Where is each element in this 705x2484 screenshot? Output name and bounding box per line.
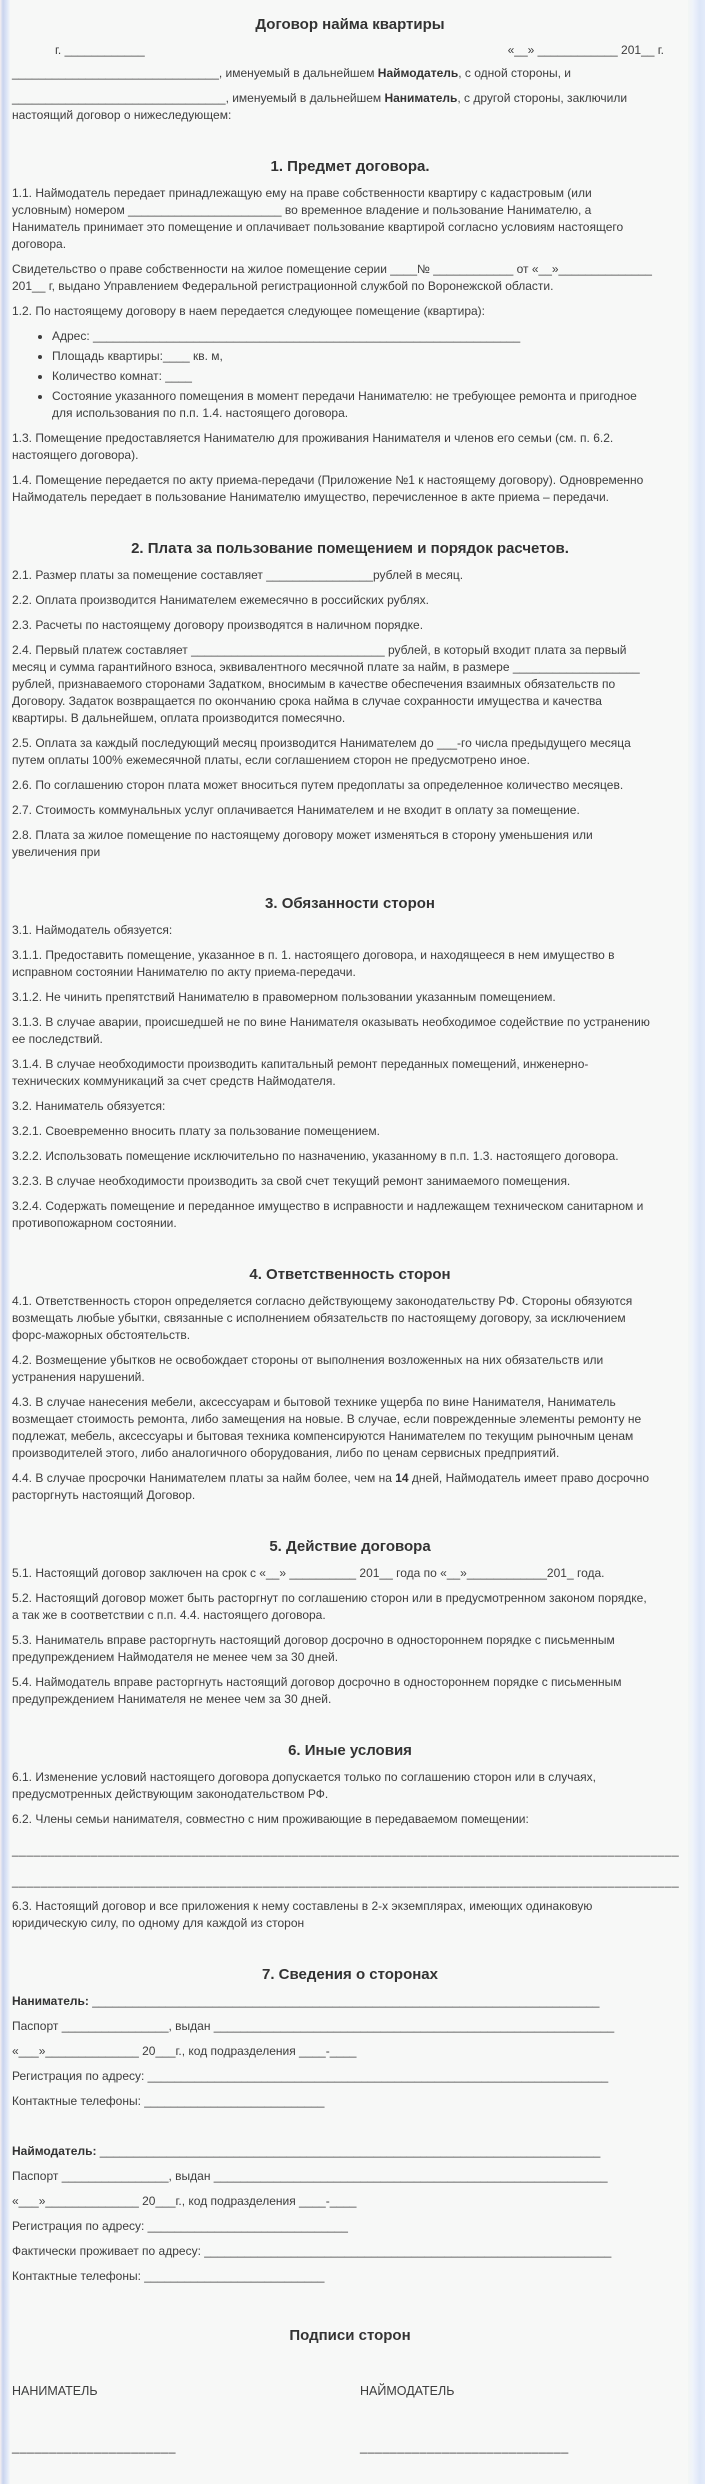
text-run: , с другой стороны, заключили настоящий договор о нижеследующем: bbox=[12, 91, 628, 122]
emphasized-text: Наймодатель: bbox=[12, 2144, 100, 2158]
fill-in-blank-line: _____________________________________________________________________________________________ bbox=[12, 1874, 680, 1888]
section-heading: 6. Иные условия bbox=[288, 1742, 412, 1759]
paragraph: 5.1. Настоящий договор заключен на срок с «__» __________ 201__ года по «__»____________201_ года. bbox=[12, 1566, 605, 1580]
list-item: • Состояние указанного помещения в момент передачи Нанимателю: не требующее ремонта и пригодное для использования по п.п. 1.4. настоящего договора. bbox=[52, 388, 652, 422]
signature-lines bbox=[12, 2440, 688, 2454]
emphasized-text: 14 bbox=[395, 1471, 409, 1485]
signature-labels bbox=[12, 2384, 688, 2398]
paragraph: Паспорт ________________, выдан ___________________________________________________________ bbox=[12, 2169, 608, 2183]
text-run: , именуемый в дальнейшем bbox=[225, 91, 385, 105]
landlord-signature-line: ____________________________ bbox=[360, 2440, 569, 2454]
paragraph: 5.3. Наниматель вправе расторгнуть настоящий договор досрочно в одностороннем порядке с письменным предупреждением Наймодателя не менее чем за 30 дней. bbox=[12, 1633, 615, 1664]
paragraph: 2.1. Размер платы за помещение составляет ________________рублей в месяц. bbox=[12, 568, 464, 582]
section-heading: 2. Плата за пользование помещением и порядок расчетов. bbox=[131, 540, 569, 557]
section-heading: 1. Предмет договора. bbox=[270, 158, 430, 175]
signatures-block bbox=[12, 2327, 688, 2454]
paragraph: 6.3. Настоящий договор и все приложения к нему составлены в 2-х экземплярах, имеющих одинаковую юридическую силу, по одному для каждой из сторон bbox=[12, 1899, 593, 1930]
contract-section bbox=[12, 540, 688, 861]
paragraph: 6.1. Изменение условий настоящего договора допускается только по соглашению сторон или в случаях, предусмотренных действующим законодательством РФ. bbox=[12, 1770, 596, 1801]
paragraph: 6.2. Члены семьи нанимателя, совместно с ним проживающие в передаваемом помещении: bbox=[12, 1812, 529, 1826]
fill-in-blank-line: _____________________________________________________________________________________________ bbox=[12, 1843, 680, 1857]
emphasized-text: Наниматель: bbox=[12, 1994, 93, 2008]
contract-section bbox=[12, 158, 688, 506]
paragraph bbox=[12, 1993, 652, 2010]
text-run: _______________________________ bbox=[12, 66, 219, 80]
paragraph: 4.1. Ответственность сторон определяется согласно действующему законодательству РФ. Стороны обязуются возмещать любые убытки, связанные с исполнением обязательств по настоящему договору, за исключением форс-мажорных обстоятельств. bbox=[12, 1294, 633, 1342]
contract-sections bbox=[12, 158, 688, 2285]
list-item: • Адрес: ________________________________________________________________ bbox=[52, 328, 652, 345]
paragraph: 1.4. Помещение передается по акту приема-передачи (Приложение №1 к настоящему договору). Одновременно Наймодатель передает в пользование Нанимателю имущество, перечисленное в акте приема – передачи. bbox=[12, 473, 644, 504]
paragraph: 5.4. Наймодатель вправе расторгнуть настоящий договор досрочно в одностороннем порядке с письменным предупреждением Нанимателя не менее чем за 30 дней. bbox=[12, 1675, 622, 1706]
paragraph: 4.3. В случае нанесения мебели, аксессуарам и бытовой технике ущерба по вине Нанимателя, Наниматель возмещает стоимость ремонта, либо замещения на новые. В случае, если поврежденные элементы ремонту не подлежат, мебель, аксессуары и бытовая техника компенсируются Нанимателем по текущим рыночным ценам производителей этого, либо аналогичного оборудования, либо по ценам сервисных предприятий. bbox=[12, 1395, 642, 1460]
paragraph: Свидетельство о праве собственности на жилое помещение серии ____№ ____________ от «__»______________ 201__ г, выдано Управлением Федеральной регистрационной службой по Воронежской области. bbox=[12, 262, 652, 293]
paragraph: 4.2. Возмещение убытков не освобождает стороны от выполнения возложенных на них обязательств или устранения нарушений. bbox=[12, 1353, 604, 1384]
paragraph: Контактные телефоны: ___________________________ bbox=[12, 2094, 325, 2108]
paragraph: 2.2. Оплата производится Нанимателем ежемесячно в российских рублях. bbox=[12, 593, 429, 607]
list-item: • Количество комнат: ____ bbox=[52, 368, 652, 385]
paragraph: 3.2. Наниматель обязуется: bbox=[12, 1099, 166, 1113]
paragraph: 2.6. По соглашению сторон плата может вноситься путем предоплаты за определенное количество месяцев. bbox=[12, 778, 624, 792]
paragraph: 2.7. Стоимость коммунальных услуг оплачивается Нанимателем и не входит в оплату за помещение. bbox=[12, 803, 580, 817]
intro-paragraph bbox=[12, 65, 652, 82]
paragraph: 3.1.4. В случае необходимости производить капитальный ремонт переданных помещений, инженерно-технических коммуникаций за счет средств Наймодателя. bbox=[12, 1057, 589, 1088]
text-run: ________________________________ bbox=[12, 91, 226, 105]
contract-section bbox=[12, 1742, 688, 1932]
text-run: 4.4. В случае просрочки Нанимателем платы за найм более, чем на bbox=[12, 1471, 396, 1485]
bullet-list bbox=[12, 328, 688, 422]
paragraph: 5.2. Настоящий договор может быть расторгнут по соглашению сторон или в предусмотренном законом порядке, а так же в соответствии с п.п. 4.4. настоящего договора. bbox=[12, 1591, 647, 1622]
header-row bbox=[12, 43, 688, 57]
text-run: ___________________________________________________________________________ bbox=[99, 2144, 601, 2158]
signatures-heading: Подписи сторон bbox=[289, 2327, 411, 2344]
paragraph: Регистрация по адресу: ______________________________ bbox=[12, 2219, 348, 2233]
paragraph: 3.1.3. В случае аварии, происшедшей не по вине Нанимателя оказывать необходимое содействие по устранению ее последствий. bbox=[12, 1015, 650, 1046]
text-run: ____________________________________________________________________________ bbox=[92, 1994, 600, 2008]
emphasized-text: Наймодатель bbox=[377, 66, 459, 80]
paragraph: Контактные телефоны: ___________________________ bbox=[12, 2269, 325, 2283]
contract-section bbox=[12, 1538, 688, 1708]
paragraph bbox=[12, 2143, 652, 2160]
paragraph: 2.8. Плата за жилое помещение по настоящему договору может изменяться в сторону уменьшения или увеличения при bbox=[12, 828, 593, 859]
paragraph: 3.1.2. Не чинить препятствий Нанимателю в правомерном пользовании указанным помещением. bbox=[12, 990, 556, 1004]
date-blank: «__» ____________ 201__ г. bbox=[507, 43, 664, 57]
paragraph: 1.3. Помещение предоставляется Нанимателю для проживания Нанимателя и членов его семьи (см. п. 6.2. настоящего договора). bbox=[12, 431, 614, 462]
text-run: дней, Наймодатель имеет право досрочно расторгнуть настоящий Договор. bbox=[12, 1471, 650, 1502]
paragraph: 3.2.3. В случае необходимости производить за свой счет текущий ремонт занимаемого помещения. bbox=[12, 1174, 571, 1188]
text-run: , именуемый в дальнейшем bbox=[218, 66, 378, 80]
paragraph bbox=[12, 1470, 652, 1504]
paragraph: Фактически проживает по адресу: _____________________________________________________________ bbox=[12, 2244, 612, 2258]
paragraph: Паспорт ________________, выдан ____________________________________________________________ bbox=[12, 2019, 615, 2033]
section-heading: 4. Ответственность сторон bbox=[249, 1266, 451, 1283]
document-title: Договор найма квартиры bbox=[255, 16, 445, 33]
paragraph: 3.1.1. Предоставить помещение, указанное в п. 1. настоящего договора, и находящееся в нем имущество в исправном состоянии Нанимателю по акту приема-передачи. bbox=[12, 948, 615, 979]
contract-section bbox=[12, 1266, 688, 1504]
city-blank: г. ____________ bbox=[55, 43, 145, 57]
paragraph: «___»______________ 20___г., код подразделения ____-____ bbox=[12, 2194, 357, 2208]
paragraph: 3.2.2. Использовать помещение исключительно по назначению, указанному в п.п. 1.3. настоящего договора. bbox=[12, 1149, 619, 1163]
paragraph: 3.1. Наймодатель обязуется: bbox=[12, 923, 173, 937]
paragraph: 3.2.1. Своевременно вносить плату за пользование помещением. bbox=[12, 1124, 380, 1138]
intro-paragraph bbox=[12, 90, 652, 124]
paragraph: 2.4. Первый платеж составляет _____________________________ рублей, в который входит плата за первый месяц и сумма гарантийного взноса, эквивалентного месячной плате за найм, в размере ___________________ рублей, признаваемого сторонами Задатком, вносимым в качестве обеспечения взаимных обязательств по Договору. Задаток возвращается по окончанию срока найма в случае сохранности имущества и качества квартиры. В дальнейшем, оплата производится помесячно. bbox=[12, 643, 640, 725]
paragraph: «___»______________ 20___г., код подразделения ____-____ bbox=[12, 2044, 357, 2058]
emphasized-text: Наниматель bbox=[384, 91, 458, 105]
landlord-signature-label: НАЙМОДАТЕЛЬ bbox=[360, 2384, 455, 2398]
paragraph: 2.3. Расчеты по настоящему договору производятся в наличном порядке. bbox=[12, 618, 424, 632]
paragraph: 1.1. Наймодатель передает принадлежащую ему на праве собственности квартиру с кадастровым (или условным) номером _______________________ во временное владение и пользование Нанимателю, а Наниматель принимает это помещение и оплачивает пользование квартирой согласно условиям настоящего договора. bbox=[12, 186, 624, 251]
list-item: • Площадь квартиры:____ кв. м, bbox=[52, 348, 652, 365]
paragraph: Регистрация по адресу: _____________________________________________________________________ bbox=[12, 2069, 609, 2083]
intro-paragraphs bbox=[12, 65, 688, 124]
contract-section bbox=[12, 895, 688, 1232]
paragraph: 1.2. По настоящему договору в наем передается следующее помещение (квартира): bbox=[12, 304, 485, 318]
section-heading: 7. Сведения о сторонах bbox=[262, 1966, 438, 1983]
section-heading: 5. Действие договора bbox=[269, 1538, 431, 1555]
tenant-signature-line: ______________________ bbox=[12, 2440, 176, 2454]
contract-section bbox=[12, 1966, 688, 2285]
paragraph: 2.5. Оплата за каждый последующий месяц производится Нанимателем до ___-го числа предыдущего месяца путем оплаты 100% ежемесячной платы, если соглашением сторон не предусмотрено иное. bbox=[12, 736, 631, 767]
section-heading: 3. Обязанности сторон bbox=[265, 895, 435, 912]
paragraph: 3.2.4. Содержать помещение и переданное имущество в исправности и надлежащем техническом санитарном и противопожарном состоянии. bbox=[12, 1199, 644, 1230]
vertical-spacer bbox=[12, 2118, 688, 2140]
text-run: , с одной стороны, и bbox=[458, 66, 572, 80]
tenant-signature-label: НАНИМАТЕЛЬ bbox=[12, 2384, 98, 2398]
